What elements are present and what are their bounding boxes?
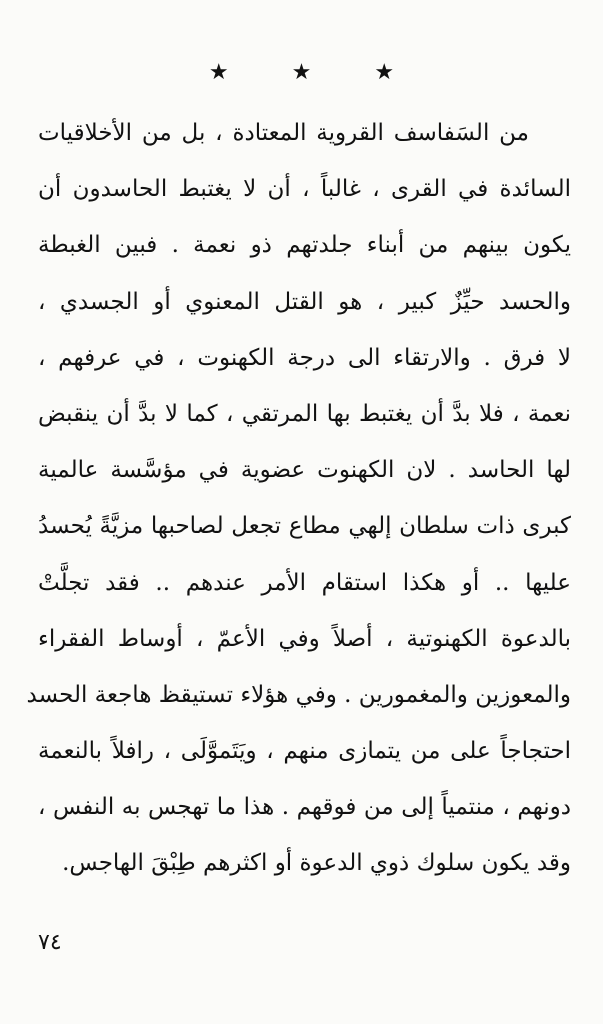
text-line: كبرى ذات سلطان إلهي مطاع تجعل لصاحبها مزيَّةً يُحسدُ xyxy=(38,513,571,540)
section-separator: ★ ★ ★ xyxy=(208,60,423,85)
page-number: ٧٤ xyxy=(38,930,62,955)
text-line: احتجاجاً على من يتمازى منهم ، ويَتَموَّلَى ، رافلاً بالنعمة xyxy=(38,738,571,765)
text-line: لا فرق . والارتقاء الى درجة الكهنوت ، في عرفهم ، xyxy=(38,344,571,371)
text-line: والمعوزين والمغمورين . وفي هؤلاء تستيقظ هاجعة الحسد xyxy=(26,681,571,708)
text-line: نعمة ، فلا بدَّ أن يغتبط بها المرتقي ، كما لا بدَّ أن ينقبض xyxy=(38,400,571,427)
text-line: وقد يكون سلوك ذوي الدعوة أو اكثرهم طِبْقَ الهاجس. xyxy=(62,850,571,877)
text-line: من السَفاسف القروية المعتادة ، بل من الأخلاقيات xyxy=(38,120,529,146)
text-line: بالدعوة الكهنوتية ، أصلاً وفي الأعمّ ، أوساط الفقراء xyxy=(38,625,571,652)
text-line: يكون بينهم من أبناء جلدتهم ذو نعمة . فبين الغبطة xyxy=(38,232,571,259)
text-line: السائدة في القرى ، غالباً ، أن لا يغتبط الحاسدون أن xyxy=(38,176,571,203)
text-line: والحسد حيِّزٌ كبير ، هو القتل المعنوي أو الجسدي ، xyxy=(38,288,571,315)
text-line: عليها .. أو هكذا استقام الأمر عندهم .. فقد تجلَّتْ xyxy=(38,569,571,596)
text-line: دونهم ، منتمياً إلى من فوقهم . هذا ما تهجس به النفس ، xyxy=(38,794,571,821)
text-line: لها الحاسد . لان الكهنوت عضوية في مؤسَّسة عالمية xyxy=(38,457,571,484)
body-text xyxy=(26,105,571,892)
